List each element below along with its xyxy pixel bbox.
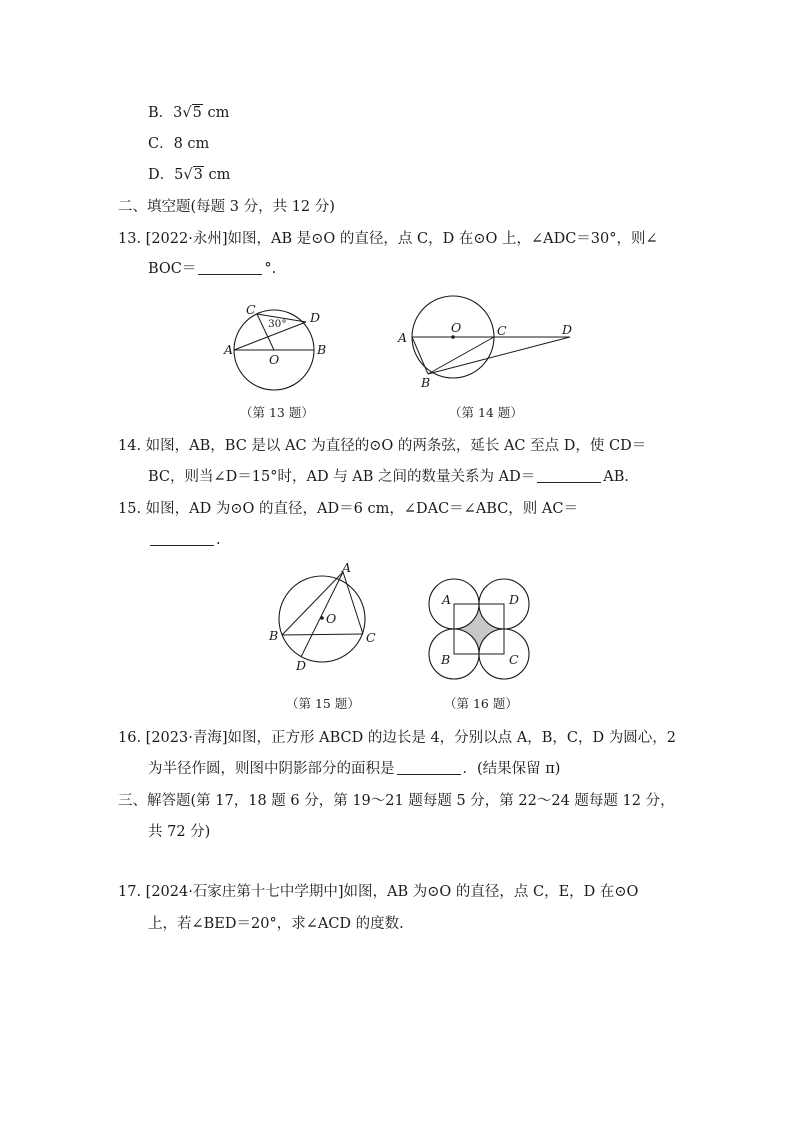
fig14-label-o: O xyxy=(451,320,462,335)
sqrt-symbol: √3 xyxy=(183,167,203,183)
question-16 xyxy=(118,728,676,748)
fig16-label-b: B xyxy=(441,652,451,667)
fig16-label-d: D xyxy=(509,592,520,607)
fig15-label-a: A xyxy=(342,560,352,575)
fig13-angle-label: 30° xyxy=(268,318,287,330)
fig13-label-c: C xyxy=(246,302,256,317)
question-16-text-a: 为半径作圆，则图中阴影部分的面积是 xyxy=(148,761,395,777)
option-b-radicand: 5 xyxy=(192,105,202,121)
answer-blank xyxy=(198,260,262,275)
option-b xyxy=(148,103,229,123)
question-16-line2 xyxy=(148,759,560,779)
option-d-radicand: 3 xyxy=(193,167,203,183)
question-15-number: 15. xyxy=(118,501,142,517)
question-17-line2: 上，若∠BED＝20°，求∠ACD 的度数. xyxy=(148,916,404,932)
question-14-line2 xyxy=(148,467,629,487)
question-15 xyxy=(118,499,578,519)
fig16-label-c: C xyxy=(509,652,519,667)
question-13-line2 xyxy=(148,259,276,279)
answer-blank xyxy=(150,531,214,546)
question-14-text-a: BC，则当∠D＝15°时，AD 与 AB 之间的数量关系为 AD＝ xyxy=(148,469,536,485)
figure-13 xyxy=(220,300,340,400)
question-14-text: 如图，AB，BC 是以 AC 为直径的⊙O 的两条弦，延长 AC 至点 D，使 CD＝ xyxy=(145,438,647,454)
question-13 xyxy=(118,229,658,249)
figure-16 xyxy=(420,570,538,682)
question-16-number: 16. xyxy=(118,730,142,746)
fig15-label-d: D xyxy=(296,658,307,673)
fig13-label-d: D xyxy=(310,310,321,325)
fig13-caption: （第 13 题） xyxy=(240,405,314,420)
fig14-label-d: D xyxy=(562,322,573,337)
fig15-label-c: C xyxy=(366,630,376,645)
question-17-text: [2024·石家庄第十七中学期中]如图，AB 为⊙O 的直径，点 C，E，D 在⊙O xyxy=(145,884,639,900)
answer-blank xyxy=(397,760,461,775)
section-3-heading: 三、解答题(第 17，18 题 6 分，第 19～21 题每题 5 分，第 22～24 题每题 12 分， xyxy=(118,793,675,809)
fig16-label-a: A xyxy=(442,592,452,607)
question-15-text-end: . xyxy=(216,532,221,548)
question-13-text-b: °. xyxy=(264,261,277,277)
option-d-label: D．5 xyxy=(148,167,184,183)
figure-15 xyxy=(262,560,382,675)
question-13-number: 13. xyxy=(118,231,142,247)
fig15-label-b: B xyxy=(269,628,279,643)
question-14 xyxy=(118,436,646,456)
section-2-heading: 二、填空题(每题 3 分，共 12 分) xyxy=(118,199,335,215)
option-b-label: B．3 xyxy=(148,105,183,121)
fig13-label-o: O xyxy=(269,352,280,367)
question-15-line2 xyxy=(148,530,221,550)
question-14-number: 14. xyxy=(118,438,142,454)
fig14-caption: （第 14 题） xyxy=(449,405,523,420)
fig15-label-o: O xyxy=(326,611,337,626)
question-13-text: [2022·永州]如图，AB 是⊙O 的直径，点 C，D 在⊙O 上，∠ADC＝30°，则∠ xyxy=(145,231,658,247)
fig13-label-b: B xyxy=(317,342,327,357)
option-b-unit: cm xyxy=(202,105,230,121)
answer-blank xyxy=(537,468,601,483)
question-14-text-b: AB. xyxy=(603,469,630,485)
section-3-heading-line2: 共 72 分) xyxy=(148,824,211,840)
question-15-text: 如图，AD 为⊙O 的直径，AD＝6 cm，∠DAC＝∠ABC，则 AC＝ xyxy=(145,501,578,517)
question-17 xyxy=(118,882,638,902)
sqrt-symbol: √5 xyxy=(182,105,202,121)
question-16-text-b: ．(结果保留 π) xyxy=(462,761,561,777)
question-17-number: 17. xyxy=(118,884,142,900)
figure-14 xyxy=(392,290,587,395)
fig13-label-a: A xyxy=(224,342,234,357)
fig14-label-c: C xyxy=(497,323,507,338)
option-d-unit: cm xyxy=(203,167,231,183)
fig16-caption: （第 16 题） xyxy=(444,696,518,711)
option-c: C．8 cm xyxy=(148,136,210,152)
fig14-label-b: B xyxy=(421,375,431,390)
question-13-text-a: BOC＝ xyxy=(148,261,197,277)
question-16-text: [2023·青海]如图，正方形 ABCD 的边长是 4，分别以点 A，B，C，D 为圆心，2 xyxy=(145,730,676,746)
option-d xyxy=(148,165,230,185)
fig14-label-a: A xyxy=(398,330,408,345)
fig15-caption: （第 15 题） xyxy=(286,696,360,711)
